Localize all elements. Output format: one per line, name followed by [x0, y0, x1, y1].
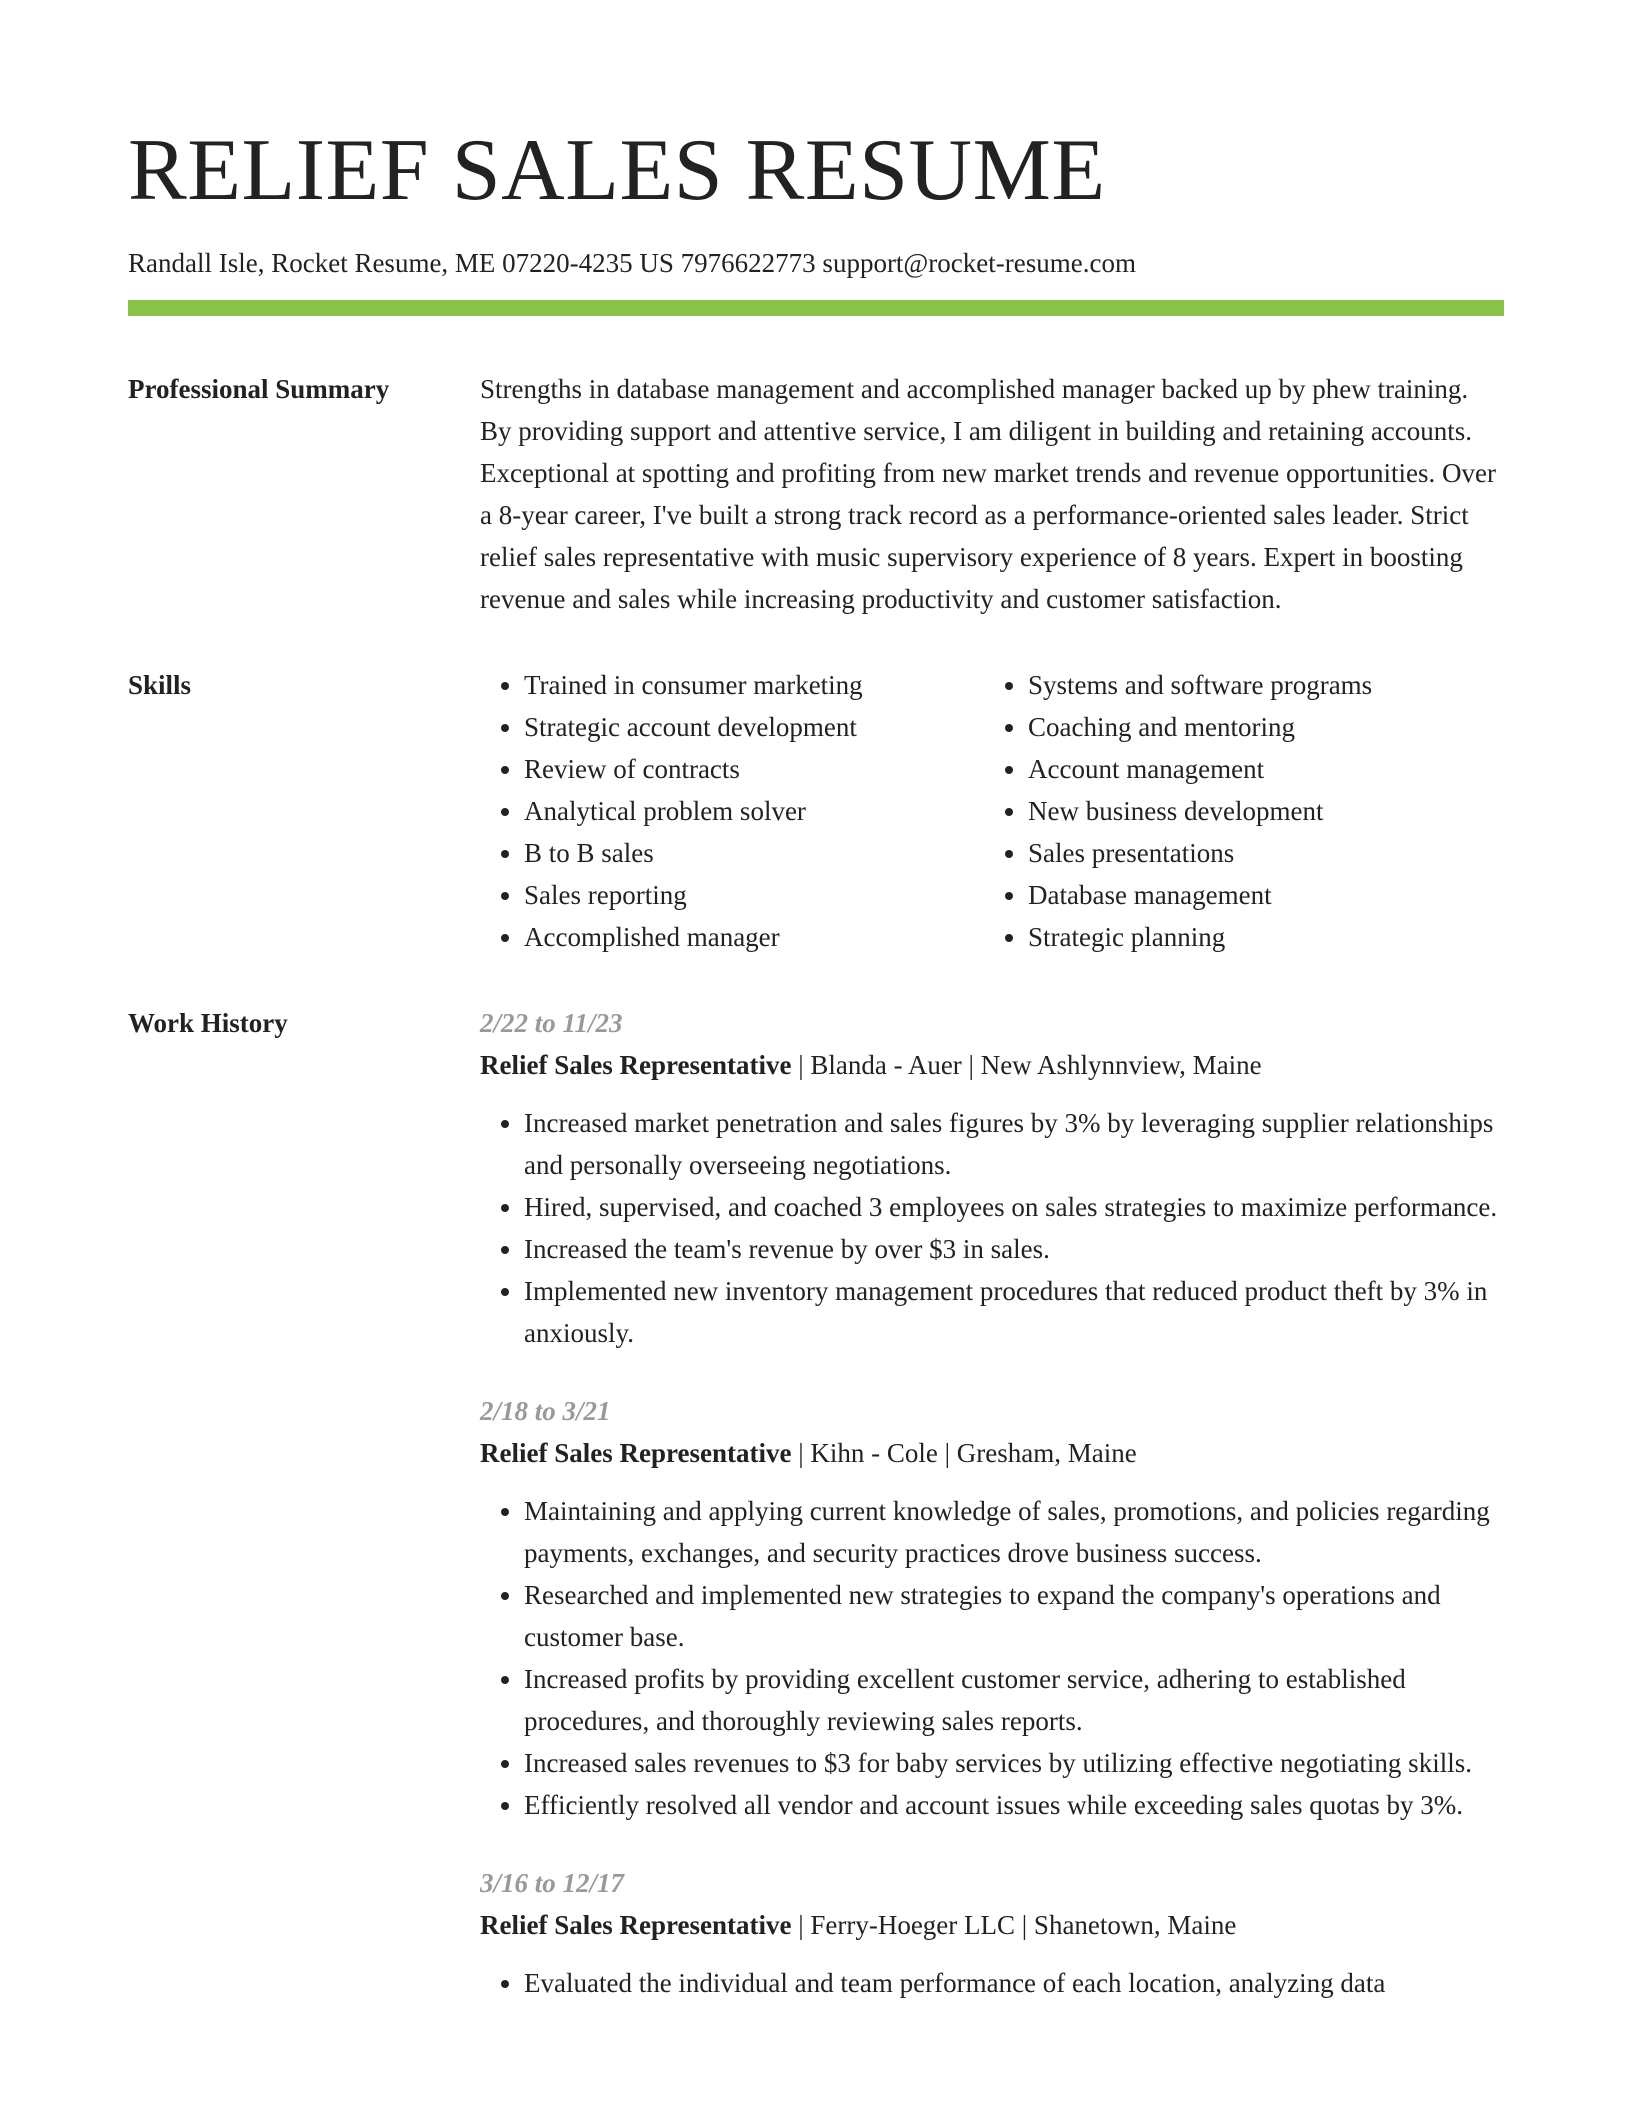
job-bullet: • Efficiently resolved all vendor and account issues while exceeding sales quotas by 3%. [524, 1784, 1504, 1826]
job-dates: 3/16 to 12/17 [480, 1868, 625, 1898]
skill-item: • Strategic account development [524, 706, 984, 748]
job-bullet: • Hired, supervised, and coached 3 employees on sales strategies to maximize performance. [524, 1186, 1504, 1228]
work-history-section [128, 1002, 1504, 2040]
job-entry [480, 1002, 1504, 1354]
skills-list-right [984, 664, 1488, 958]
job-dates: 2/18 to 3/21 [480, 1396, 611, 1426]
contact-line: Randall Isle, Rocket Resume, ME 07220-4235 US 7976622773 support@rocket-resume.com [128, 248, 1136, 278]
job-title: Relief Sales Representative [480, 1050, 792, 1080]
job-employer-location: | Kihn - Cole | Gresham, Maine [791, 1438, 1137, 1468]
job-employer-location: | Ferry-Hoeger LLC | Shanetown, Maine [791, 1910, 1237, 1940]
job-title: Relief Sales Representative [480, 1438, 792, 1468]
job-heading [480, 1044, 1504, 1086]
job-bullet: • Increased the team's revenue by over $3 in sales. [524, 1228, 1504, 1270]
job-entry [480, 1390, 1504, 1826]
skill-item: • Strategic planning [1028, 916, 1488, 958]
skill-item: • B to B sales [524, 832, 984, 874]
skills-section [128, 664, 1504, 958]
job-bullet: • Increased market penetration and sales figures by 3% by leveraging supplier relationships and personally overseeing negotiations. [524, 1102, 1504, 1186]
summary-text: Strengths in database management and accomplished manager backed up by phew training. By providing support and attentive service, I am diligent in building and retaining accounts. Exceptional at spotting and profiting from new market trends and revenue opportunities. Over a 8-year career, I've built a strong track record as a performance-oriented sales leader. Strict relief sales representative with music supervisory experience of 8 years. Expert in boosting revenue and sales while increasing productivity and customer satisfaction. [480, 374, 1496, 614]
skill-item: • Analytical problem solver [524, 790, 984, 832]
job-bullets [480, 1102, 1504, 1354]
job-bullet: • Evaluated the individual and team performance of each location, analyzing data [524, 1962, 1504, 2004]
job-heading [480, 1904, 1504, 1946]
summary-heading: Professional Summary [128, 374, 390, 404]
skills-heading: Skills [128, 670, 192, 700]
skill-item: • Review of contracts [524, 748, 984, 790]
job-heading [480, 1432, 1504, 1474]
resume-title: RELIEF SALES RESUME [128, 122, 1106, 219]
job-bullet: • Researched and implemented new strategies to expand the company's operations and customer base. [524, 1574, 1504, 1658]
skill-item: • Coaching and mentoring [1028, 706, 1488, 748]
job-dates: 2/22 to 11/23 [480, 1008, 623, 1038]
job-title: Relief Sales Representative [480, 1910, 792, 1940]
job-employer-location: | Blanda - Auer | New Ashlynnview, Maine [791, 1050, 1262, 1080]
skill-item: • Accomplished manager [524, 916, 984, 958]
skill-item: • New business development [1028, 790, 1488, 832]
job-bullets [480, 1490, 1504, 1826]
skills-list-left [480, 664, 984, 958]
skill-item: • Database management [1028, 874, 1488, 916]
header-divider [128, 300, 1504, 316]
skill-item: • Trained in consumer marketing [524, 664, 984, 706]
job-bullet: • Increased profits by providing excellent customer service, adhering to established procedures, and thoroughly reviewing sales reports. [524, 1658, 1504, 1742]
job-bullet: • Implemented new inventory management procedures that reduced product theft by 3% in anxiously. [524, 1270, 1504, 1354]
job-entry [480, 1862, 1504, 2004]
job-bullet: • Maintaining and applying current knowledge of sales, promotions, and policies regarding payments, exchanges, and security practices drove business success. [524, 1490, 1504, 1574]
job-bullets [480, 1962, 1504, 2004]
work-history-heading: Work History [128, 1008, 288, 1038]
skill-item: • Sales presentations [1028, 832, 1488, 874]
summary-section [128, 368, 1504, 620]
job-bullet: • Increased sales revenues to $3 for baby services by utilizing effective negotiating skills. [524, 1742, 1504, 1784]
skill-item: • Account management [1028, 748, 1488, 790]
skill-item: • Sales reporting [524, 874, 984, 916]
skill-item: • Systems and software programs [1028, 664, 1488, 706]
